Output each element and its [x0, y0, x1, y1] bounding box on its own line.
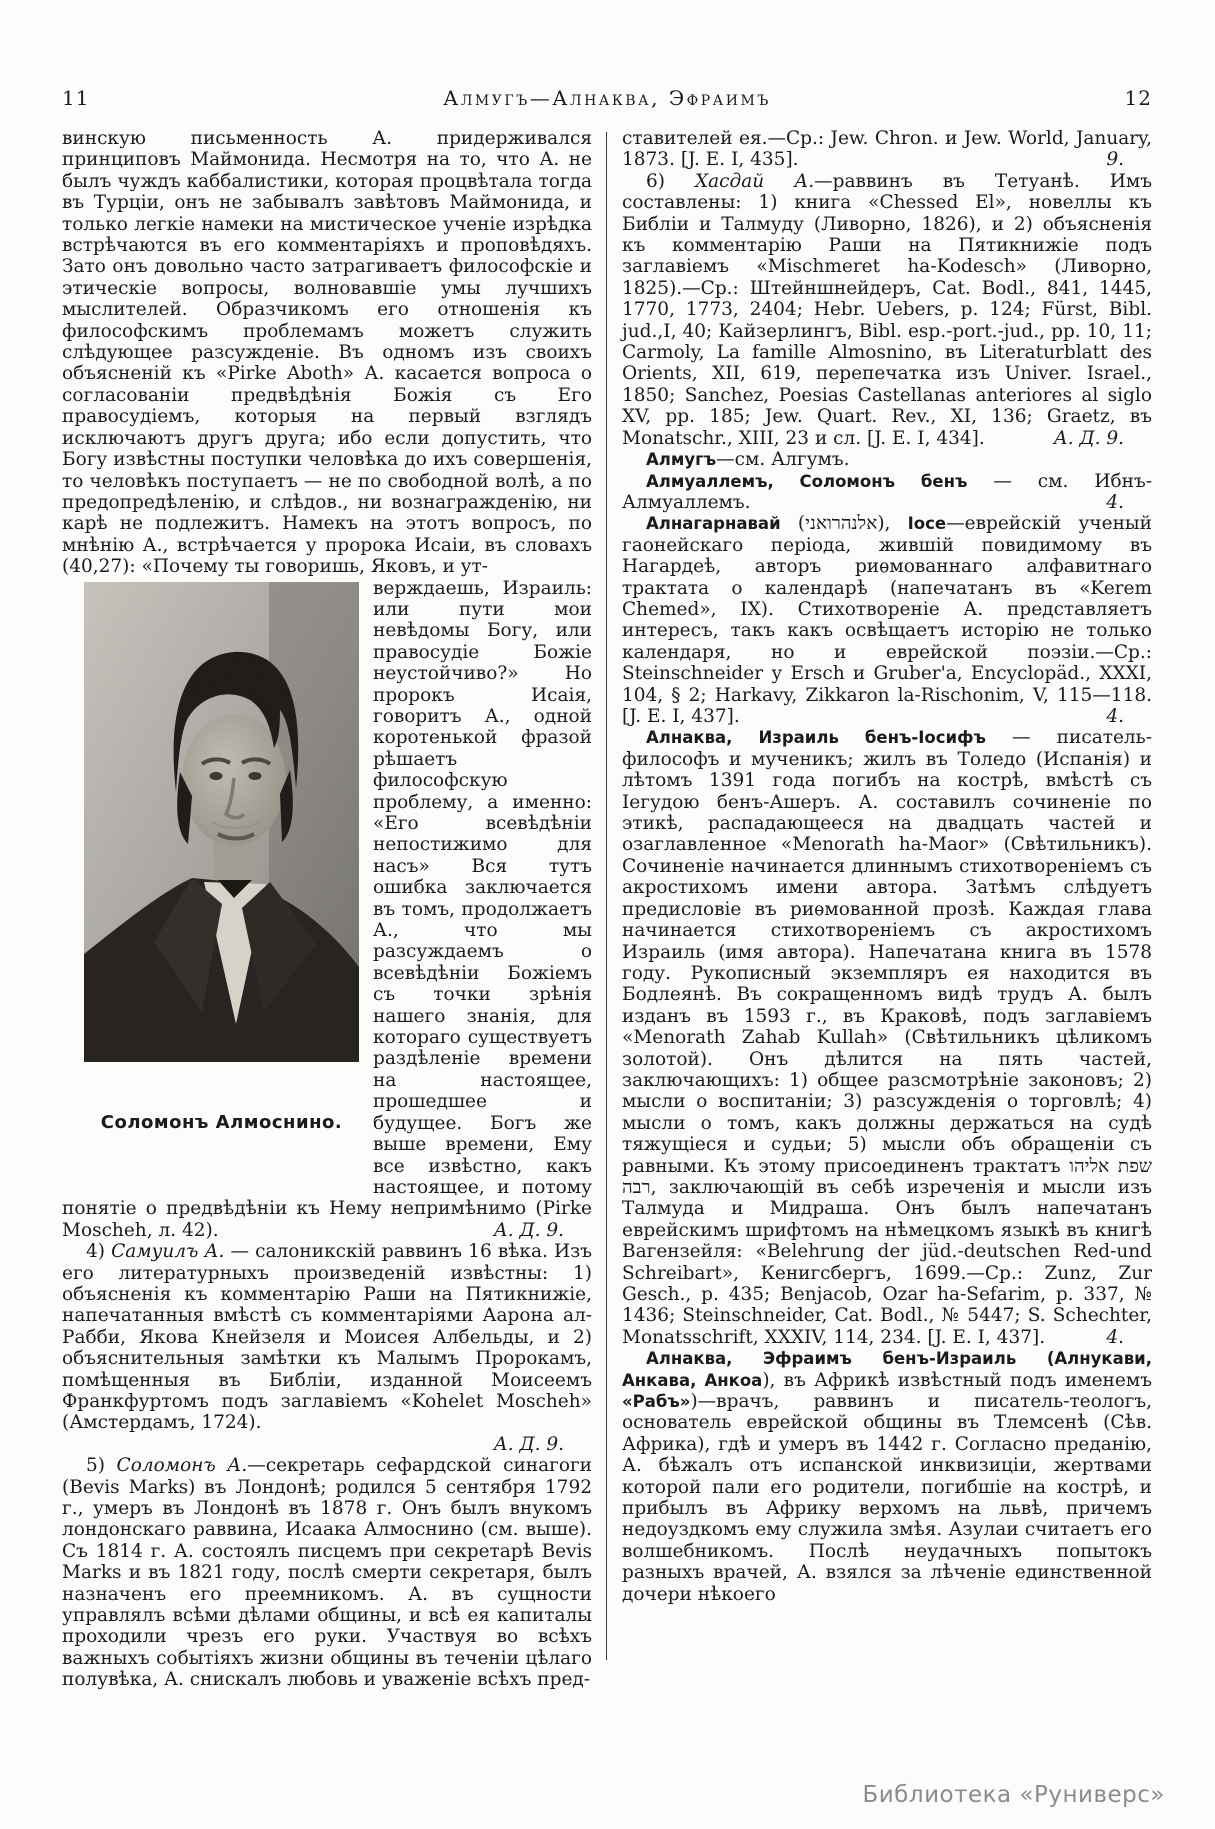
page-number-right: 12 [1124, 86, 1152, 110]
paragraph-continuation-almosnino: винскую письменность А. придерживался принциповъ Маймонида. Несмотря на то, что А. не былъ чуждъ каббалистики, которая процвѣтала тогда въ Турціи, онъ не забывалъ завѣтовъ Маймонида, и только легкіе намеки на мистическое ученіе изрѣдка встрѣчаются въ его комментаріяхъ и проповѣдяхъ. Зато онъ довольно часто затрагиваетъ философскіе и этическіе вопросы, волновавшіе умы лучшихъ мыслителей. Образчикомъ его отношенія къ философскимъ проблемамъ можетъ служить слѣдующее разсужденіе. Въ одномъ изъ своихъ объясненій къ «Pirke Aboth» А. касается вопроса о согласованіи предвѣдѣнія Божія съ Его правосудіемъ, которыя на первый взглядъ исключаютъ другъ друга; ибо если допустить, что Богу извѣстны поступки человѣка до ихъ совершенія, то человѣкъ поступаетъ — не по свободной волѣ, а по предопредѣленію, и слѣдов., ни вознагражденію, ни карѣ не подлежитъ. Намекъ на этотъ вопросъ, по мнѣнію А., встрѣчается у пророка Исаіи, въ словахъ (40,27): «Почему ты говоришь, Яковъ, и ут- [62, 128, 592, 578]
portrait-figure [84, 582, 359, 1175]
paragraph-solomon-almosnino [62, 1455, 592, 1690]
author-signature: 4. [1106, 706, 1124, 728]
column-right [622, 128, 1152, 1691]
paragraph-text: — салоникскій раввинъ 16 вѣка. Изъ его литературныхъ произведеній извѣстны: 1) объясненія къ комментарію Раши на Пятикнижіе, напечатанныя вмѣстѣ съ комментаріями Аарона ал-Рабби, Якова Кнейзеля и Моисея Албельды, и 2) объяснительныя замѣтки къ Малымъ Пророкамъ, помѣщенныя въ Библіи, изданной Моисеемъ Франкфуртомъ подъ заглавіемъ «Kohelet Moscheh» (Амстердамъ, 1724). [62, 1241, 592, 1434]
entry-text: — писатель-философъ и мученикъ; жилъ въ Толедо (Испанія) и лѣтомъ 1391 года погибъ на кострѣ, вмѣстѣ съ Іегудою бенъ-Ашеръ. А. составилъ сочиненіе по этикѣ, распадающееся на двадцать частей и озаглавленное «Menorath ha-Maor» (Свѣтильникъ). Сочиненіе начинается длиннымъ стихотвореніемъ съ акростихомъ имени автора. Затѣмъ слѣдуетъ предисловіе въ риѳмованной прозѣ. Каждая глава начинается стихотвореніемъ съ акростихомъ Израиль (имя автора). Напечатана книга въ 1578 году. Рукописный экземпляръ ея находится въ Бодлеянѣ. Въ сокращенномъ видѣ трудъ А. былъ изданъ въ 1593 г., въ Краковѣ, подъ заглавіемъ «Menorath Zahab Kullah» (Свѣтильникъ цѣликомъ золотой). Онъ дѣлится на пять частей, заключающихъ: 1) общее разсмотрѣніе законовъ; 2) мысли о воспитаніи; 3) разсужденія о торговлѣ; 4) мысли о томъ, какъ должны держаться на судѣ тяжущіеся и судьи; 5) мысли объ обращеніи съ равными. Къ этому присоединенъ трактатъ שפת אליהו רבה, заключающій въ себѣ изреченія и мысли изъ Талмуда и Мидраша. Онъ былъ напечатанъ еврейскимъ шрифтомъ на нѣмецкомъ языкѣ въ книгѣ Вагензейля: «Belehrung der jüd.-deutschen Red-und Schreibart», Кенигсбергъ, 1699.—Ср.: Zunz, Zur Gesch., p. 435; Benjacob, Ozar ha-Sefarim, p. 337, № 1436; Steinschneider, Cat. Bodl., № 5447; S. Schechter, Monatsschrift, XXXIV, 114, 234. [J. E. I, 437]. [622, 727, 1153, 1348]
portrait-caption: Соломонъ Алмоснино. [100, 1111, 343, 1133]
text-columns [62, 128, 1152, 1691]
author-signature: 4. [1106, 1326, 1124, 1348]
entry-text: )—врачъ, раввинъ и писатель-теологъ, основатель еврейской общины въ Тлемсенѣ (Сѣв. Африка), гдѣ и умеръ въ 1442 г. Согласно преданію, А. бѣжалъ отъ испанской инквизиціи, жертвами которой пали его родители, погибшіе на кострѣ, и прибылъ въ Африку верхомъ на львѣ, причемъ недоуздкомъ ему служила змѣя. Азулаи считаетъ его волшебникомъ. Послѣ неудачныхъ попытокъ разныхъ врачей, А. взялся за лѣченіе единственной дочери нѣкоего [622, 1391, 1152, 1605]
entry-hebrew-name: (אלנהרואני), [780, 513, 908, 535]
entry-text: — см. Ибнъ-Алмуаллемъ. [622, 470, 1153, 513]
portrait-image [84, 582, 359, 1062]
author-signature: 4. [1106, 491, 1124, 513]
paragraph-samuil-almosnino [62, 1241, 592, 1434]
library-watermark: Библиотека «Руниверс» [862, 1782, 1165, 1808]
item-number: 4) [86, 1241, 112, 1263]
entry-alnagarnavai [622, 513, 1152, 727]
author-signature: А. Д. 9. [493, 1219, 564, 1241]
entry-alnakva-efraim [622, 1348, 1152, 1605]
page-title: Алмугъ—Алнаква, Эфраимъ [443, 86, 771, 110]
column-left [62, 128, 592, 1691]
entry-almug [622, 449, 1152, 470]
entry-text: —еврейскій ученый гаонейскаго періода, жившій повидимому въ Нагардеѣ, авторъ риѳмованнаго алфавитнаго трактата о календарѣ (напечатанъ въ «Kerem Chemed», IX). Стихотвореніе А. представляетъ интересъ, такъ какъ освѣщаетъ исторію не только календаря, но и еврейской поэзіи.—Ср.: Steinschneider у Ersch и Gruber'a, Encyclopäd., XXXI, 104, § 2; Harkavy, Zikkaron la-Rischonim, V, 115—118. [J. E. I, 437]. [622, 513, 1152, 728]
author-signature: 9. [1106, 149, 1124, 171]
paragraph-chasdai-almosnino [622, 171, 1152, 449]
entry-headword-secondary: Іосе [907, 514, 947, 534]
paragraph-text: —секретарь сефардской синагоги (Bevis Marks) въ Лондонѣ; родился 5 сентября 1792 г., умеръ въ Лондонѣ въ 1878 г. Онъ былъ внукомъ лондонскаго раввина, Исаака Алмоснино (см. выше). Съ 1814 г. А. состоялъ писцемъ при секретарѣ Bevis Marks и въ 1821 году, послѣ смерти секретаря, былъ назначенъ его преемникомъ. А. въ сущности управлялъ всѣми дѣлами общины, и всѣ ея капиталы проходили чрезъ его руки. Участвуя во всѣхъ важныхъ событіяхъ жизни общины въ теченіи цѣлаго полувѣка, А. снискалъ любовь и уваженіе всѣхъ пред- [62, 1455, 592, 1691]
author-signature: А. Д. 9. [493, 1433, 564, 1455]
entry-headword: Алнагарнавай [646, 514, 781, 534]
page-number-left: 11 [62, 86, 90, 110]
page-header [62, 86, 1152, 110]
item-number: 6) [646, 170, 695, 192]
paragraph-text: —раввинъ въ Тетуанѣ. Имъ составлены: 1) книга «Chessed El», новеллы къ Библіи и Талмуду (Ливорно, 1826), и 2) объясненія къ комментарію Раши на Пятикнижіе подъ заглавіемъ «Mischmeret ha-Kodesch» (Ливорно, 1825).—Ср.: Штейншнейдеръ, Cat. Bodl., 841, 1445, 1770, 1773, 2404; Hebr. Uebers, p. 124; Fürst, Bibl. jud.,I, 40; Кайзерлингъ, Bibl. esp.-port.-jud., pp. 10, 11; Carmoly, La famille Almosnino, въ Literaturblatt des Orients, XII, 619, перепечатка изъ Univer. Israel., 1850; Sanchez, Poesias Castellanas anteriores al siglo XV, pp. 185; Jew. Quart. Rev., XI, 136; Graetz, въ Monatschr., XIII, 23 и сл. [J. E. I, 434]. [622, 170, 1152, 449]
entry-headword: Алнаква, Израиль бенъ-Іосифъ [646, 728, 986, 748]
entry-text: —см. Алгумъ. [716, 449, 850, 471]
item-lead-name: Самуилъ А. [111, 1241, 225, 1263]
entry-text: ), въ Африкѣ извѣстный подъ именемъ [762, 1369, 1152, 1391]
paragraph-text: ставителей ея.—Ср.: Jew. Chron. и Jew. World, January, 1873. [J. E. I, 435]. [622, 128, 1152, 171]
item-lead-name: Хасдай А. [694, 170, 815, 192]
entry-alnakva-israel [622, 727, 1152, 1348]
entry-headword: Алмуаллемъ, Соломонъ бенъ [646, 471, 968, 491]
entry-headword: Алнаква, Эфраимъ бенъ-Израиль (Алнукави, Анкава, Анкоа [622, 1349, 1152, 1390]
item-lead-name: Соломонъ А. [116, 1455, 248, 1477]
entry-headword-nickname: «Рабъ» [622, 1392, 691, 1412]
item-number: 5) [86, 1455, 117, 1477]
entry-headword: Алмугъ [646, 450, 717, 470]
paragraph-text: верждаешь, Израиль: или пути мои невѣдомы Богу, или правосудіе Божіе неустойчиво?» Но пророкъ Исаія, говоритъ А., одной коротенькой фразой рѣшаетъ философскую проблему, а именно: «Его всевѣдѣніи непостижимо для насъ» Вся тутъ ошибка заключается въ томъ, продолжаетъ А., что мы разсуждаемъ о всевѣдѣніи Божіемъ съ точки зрѣнія нашего знанія, для котораго существуетъ раздѣленіе времени на настоящее, прошедшее и будущее. Богъ же выше времени, Ему все извѣстно, какъ настоящее, и потому понятіе о предвѣдѣніи къ Нему непримѣнимо (Pirke Moscheh, л. 42). [62, 577, 592, 1241]
author-signature: А. Д. 9. [1053, 427, 1124, 449]
